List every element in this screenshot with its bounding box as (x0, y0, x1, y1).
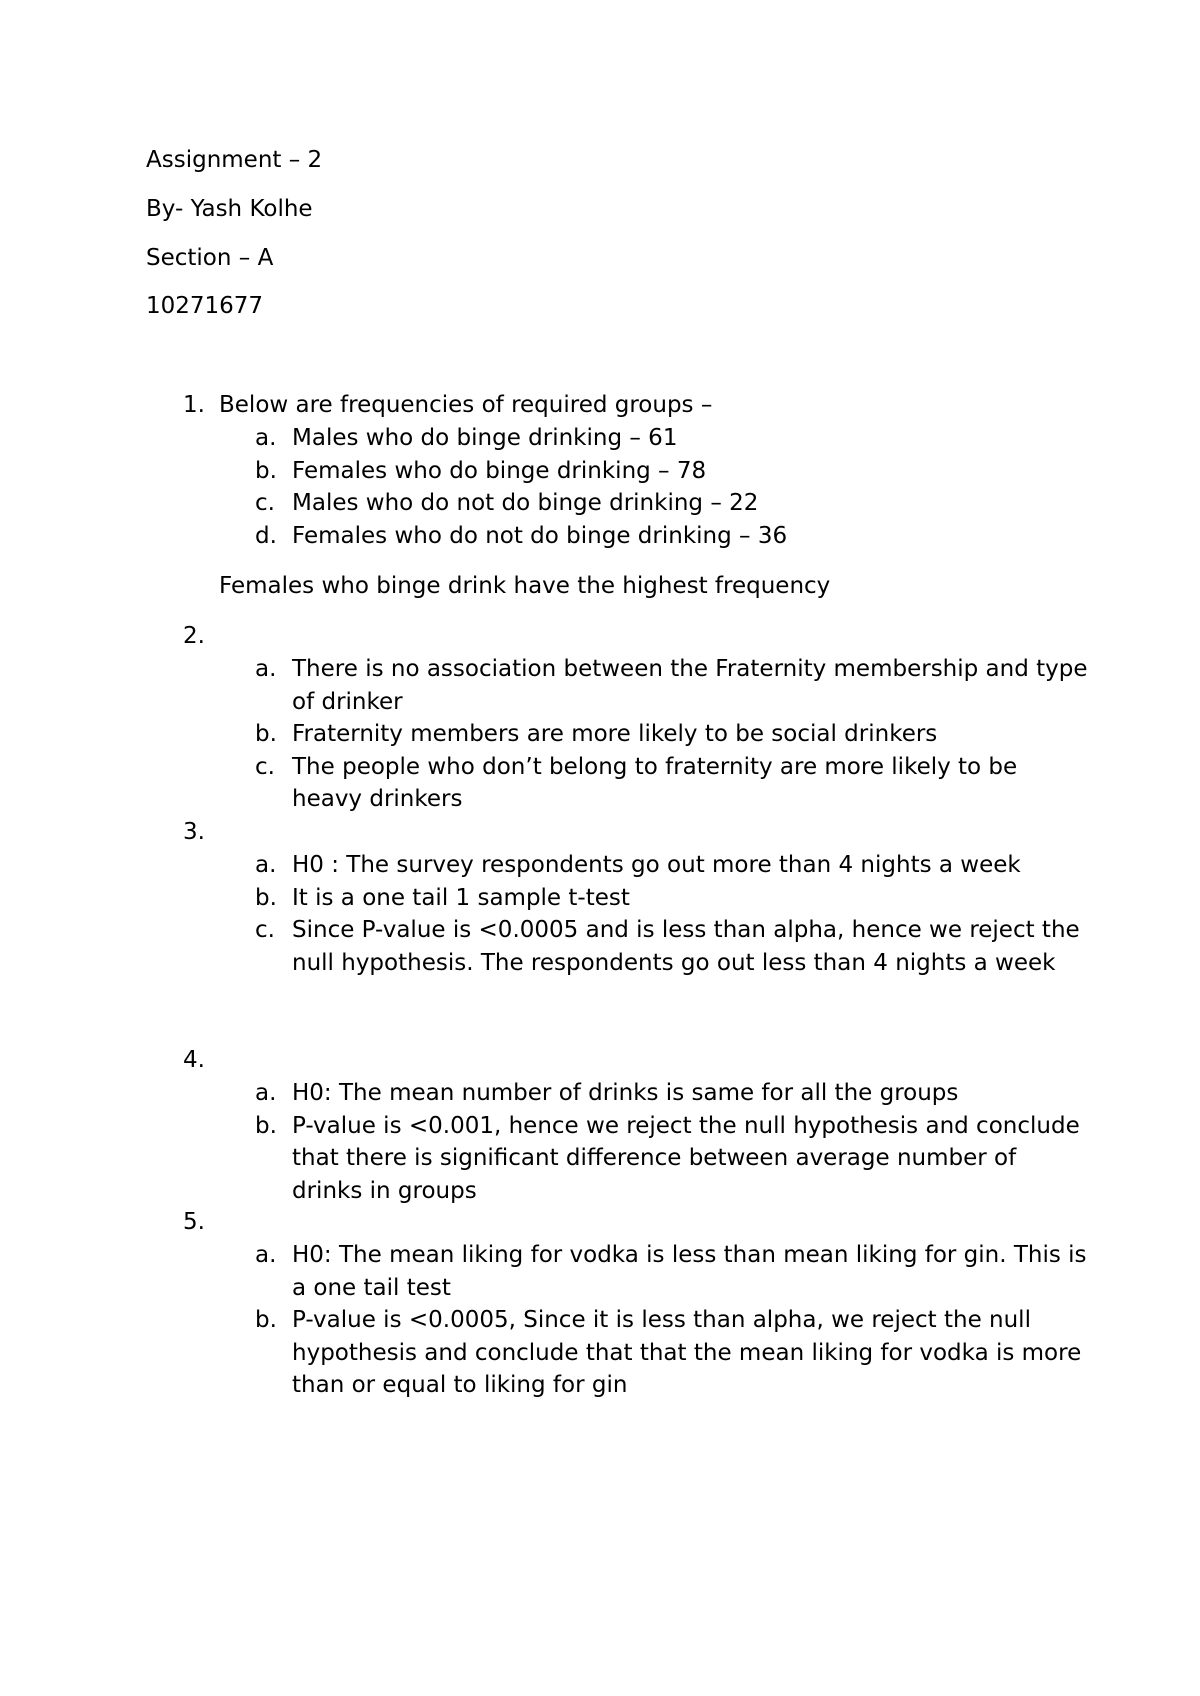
answer-list (0, 653, 1200, 816)
question-number: 4. (183, 1047, 205, 1073)
item-text: Since P-value is <0.0005 and is less than alpha, hence we reject the null hypothesis. The respondents go out less than 4 nights a week (292, 917, 1080, 976)
item-letter: c. (255, 753, 275, 780)
item-text: Males who do not do binge drinking – 22 (292, 490, 759, 516)
item-text: P-value is <0.0005, Since it is less than alpha, we reject the null hypothesis and conclude that that the mean liking for vodka is more than or equal to liking for gin (292, 1307, 1082, 1398)
section-line: Section – A (146, 245, 274, 271)
question-number: 2. (183, 623, 205, 649)
list-item (0, 1239, 1200, 1304)
answer-list (0, 422, 1200, 552)
item-text: Females who do not do binge drinking – 36 (292, 522, 788, 549)
item-letter: c. (255, 917, 275, 943)
item-text: It is a one tail 1 sample t-test (292, 884, 630, 911)
question-note: Females who binge drink have the highest frequency (219, 573, 831, 599)
item-text: The people who don’t belong to fraternity are more likely to be heavy drinkers (292, 753, 1018, 812)
item-letter: c. (255, 490, 275, 516)
list-item (0, 882, 1200, 915)
item-text: P-value is <0.001, hence we reject the null hypothesis and conclude that there is significant difference between average number of drinks in groups (292, 1112, 1080, 1204)
assignment-title: Assignment – 2 (146, 147, 323, 173)
list-item (0, 914, 1200, 979)
list-item (0, 422, 1200, 455)
author-line: By- Yash Kolhe (146, 196, 313, 222)
question-number: 5. (183, 1209, 205, 1235)
answer-list (0, 1239, 1200, 1402)
list-item (0, 487, 1200, 520)
item-letter: b. (255, 1112, 277, 1139)
item-text: H0 : The survey respondents go out more than 4 nights a week (292, 852, 1021, 878)
item-letter: a. (255, 425, 277, 451)
item-letter: a. (255, 1080, 277, 1106)
item-letter: a. (255, 656, 277, 682)
student-id: 10271677 (146, 293, 264, 319)
item-text: There is no association between the Fraternity membership and type of drinker (292, 656, 1088, 715)
item-letter: d. (255, 522, 277, 549)
list-item (0, 520, 1200, 553)
answer-list (0, 1077, 1200, 1207)
list-item (0, 718, 1200, 751)
question-number: 1. (183, 392, 205, 418)
list-item (0, 1077, 1200, 1110)
list-item (0, 1110, 1200, 1208)
item-letter: a. (255, 1242, 277, 1268)
item-text: H0: The mean number of drinks is same for all the groups (292, 1080, 959, 1106)
list-item (0, 653, 1200, 718)
item-text: Females who do binge drinking – 78 (292, 457, 707, 484)
item-letter: b. (255, 457, 277, 484)
item-text: Males who do binge drinking – 61 (292, 425, 678, 451)
item-letter: a. (255, 852, 277, 878)
item-letter: b. (255, 1307, 277, 1333)
item-letter: b. (255, 884, 277, 911)
list-item (0, 849, 1200, 882)
question-number: 3. (183, 819, 205, 845)
list-item (0, 1304, 1200, 1402)
question-text: Below are frequencies of required groups – (219, 392, 713, 418)
item-letter: b. (255, 721, 277, 747)
answer-list (0, 849, 1200, 979)
list-item (0, 751, 1200, 816)
item-text: Fraternity members are more likely to be social drinkers (292, 721, 938, 747)
item-text: H0: The mean liking for vodka is less than mean liking for gin. This is a one tail test (292, 1242, 1087, 1301)
list-item (0, 455, 1200, 488)
